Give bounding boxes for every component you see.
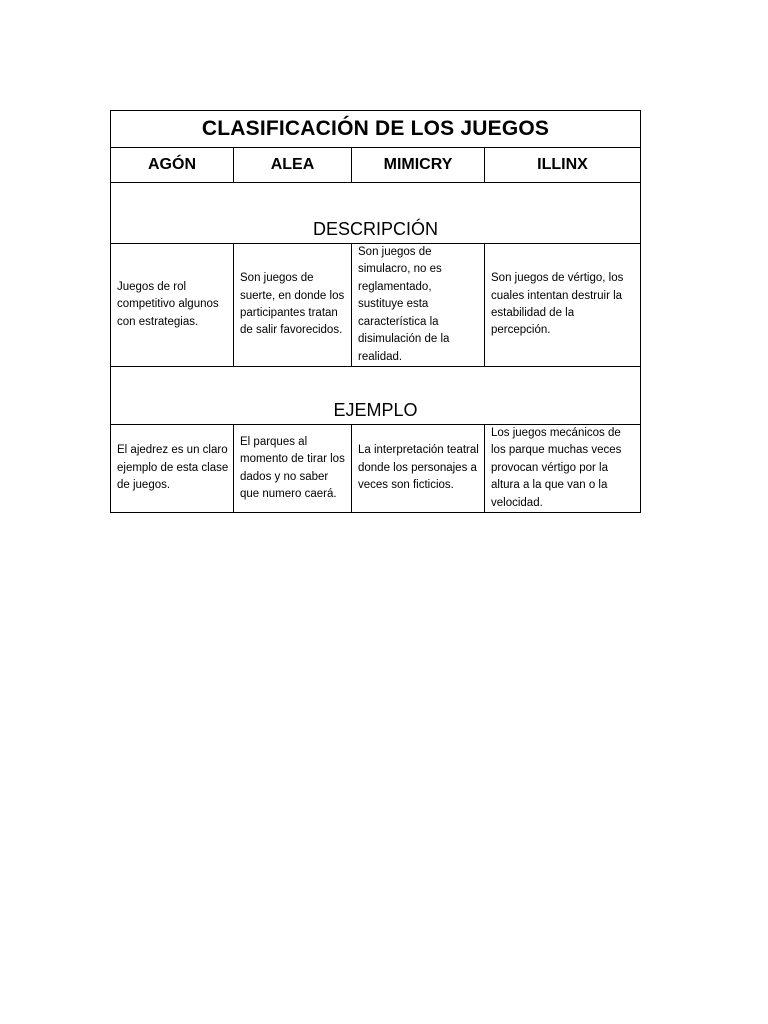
classification-table bbox=[110, 110, 641, 513]
section-heading-ejemplo: EJEMPLO bbox=[111, 367, 641, 425]
cell-ejemplo-agon: El ajedrez es un claro ejemplo de esta clase de juegos. bbox=[111, 425, 234, 513]
cell-descripcion-agon: Juegos de rol competitivo algunos con estrategias. bbox=[111, 244, 234, 367]
column-header-agon: AGÓN bbox=[111, 148, 234, 183]
cell-descripcion-illinx: Son juegos de vértigo, los cuales intentan destruir la estabilidad de la percepción. bbox=[485, 244, 641, 367]
section-heading-descripcion: DESCRIPCIÓN bbox=[111, 183, 641, 244]
cell-ejemplo-alea: El parques al momento de tirar los dados y no saber que numero caerá. bbox=[234, 425, 352, 513]
table-row-descripcion bbox=[111, 244, 641, 367]
column-header-illinx: ILLINX bbox=[485, 148, 641, 183]
cell-ejemplo-mimicry: La interpretación teatral donde los personajes a veces son ficticios. bbox=[352, 425, 485, 513]
column-header-alea: ALEA bbox=[234, 148, 352, 183]
table-row-ejemplo bbox=[111, 425, 641, 513]
classification-table-sheet bbox=[110, 110, 640, 513]
cell-ejemplo-illinx: Los juegos mecánicos de los parque muchas veces provocan vértigo por la altura a la que van o la velocidad. bbox=[485, 425, 641, 513]
cell-descripcion-mimicry: Son juegos de simulacro, no es reglamentado, sustituye esta característica la disimulación de la realidad. bbox=[352, 244, 485, 367]
column-header-mimicry: MIMICRY bbox=[352, 148, 485, 183]
table-title: CLASIFICACIÓN DE LOS JUEGOS bbox=[111, 111, 641, 148]
cell-descripcion-alea: Son juegos de suerte, en donde los participantes tratan de salir favorecidos. bbox=[234, 244, 352, 367]
